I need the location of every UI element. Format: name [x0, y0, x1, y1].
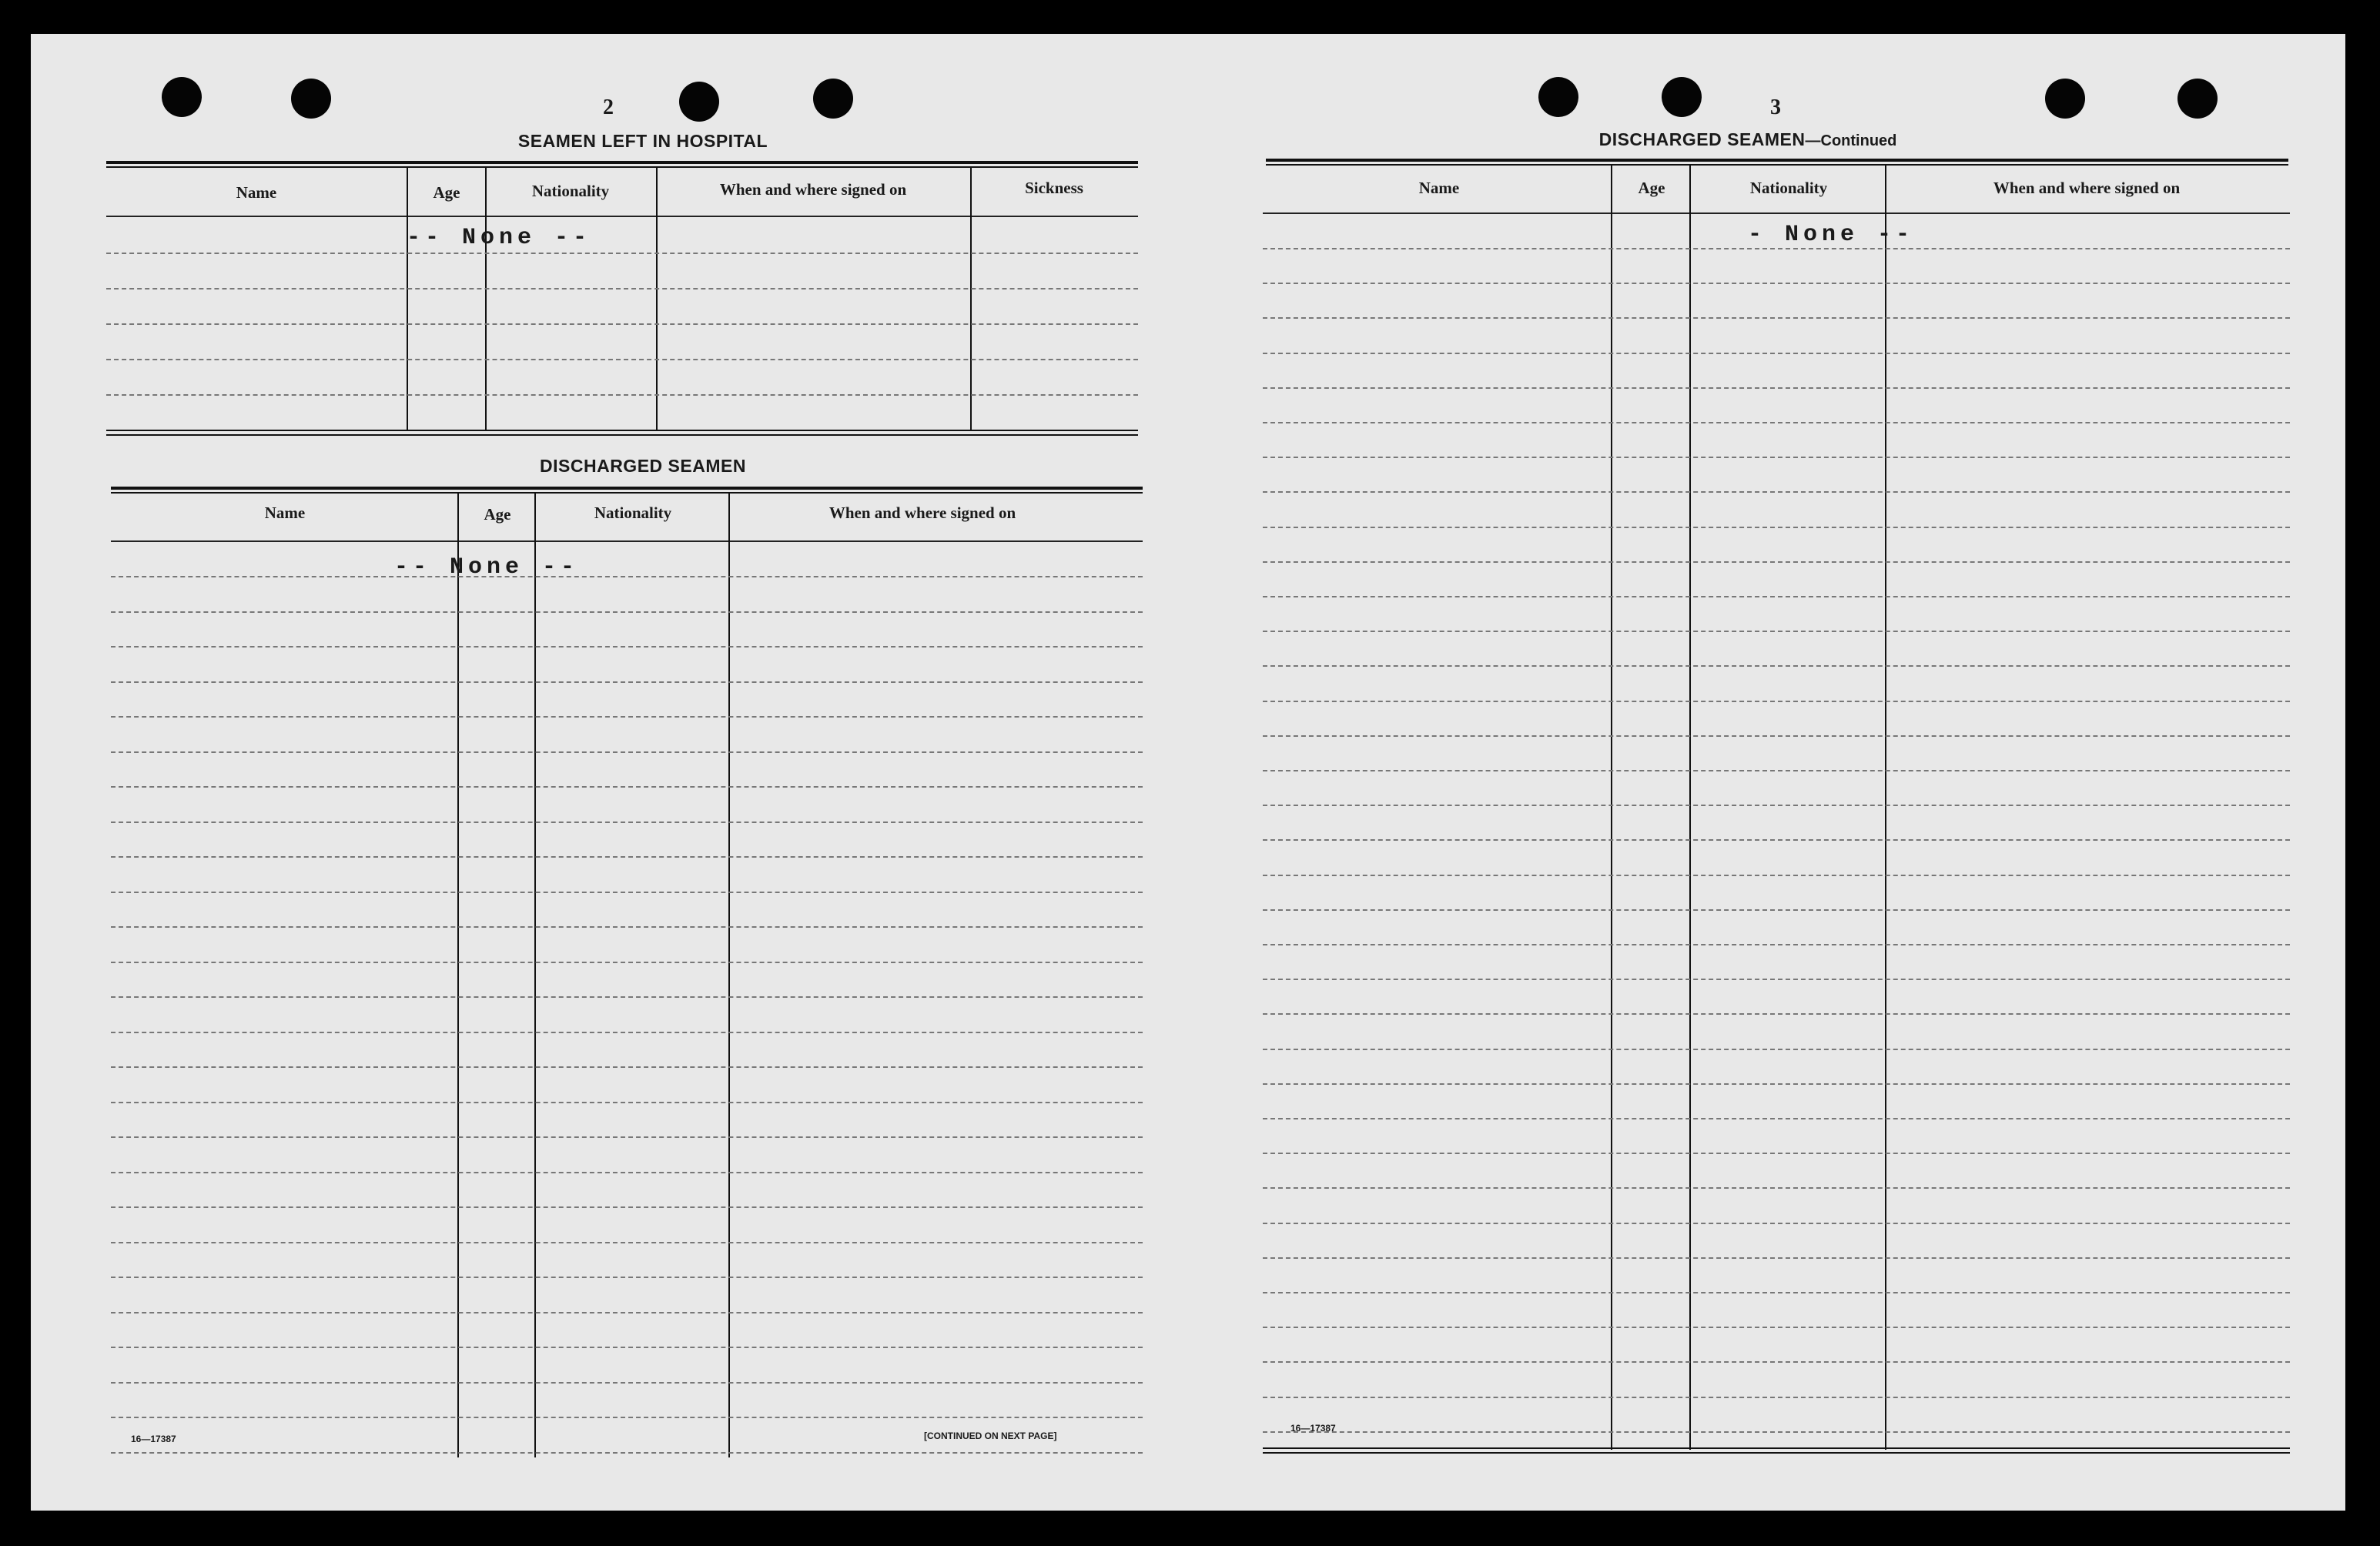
table-top-rule — [106, 166, 1138, 168]
punch-hole — [813, 79, 853, 119]
col-header-sickness: Sickness — [1025, 179, 1083, 197]
table-top-rule — [1266, 164, 2288, 166]
row-line — [111, 1312, 1143, 1313]
row-line — [1263, 805, 2290, 806]
row-line — [111, 1417, 1143, 1418]
row-line — [1263, 1118, 2290, 1119]
table-bottom-rule — [106, 434, 1138, 436]
row-line — [1263, 979, 2290, 980]
row-line — [1263, 491, 2290, 493]
row-line — [1263, 665, 2290, 667]
punch-hole — [291, 79, 331, 119]
row-line — [1263, 701, 2290, 702]
row-line — [111, 926, 1143, 928]
table-bottom-rule — [106, 430, 1138, 431]
row-line — [1263, 839, 2290, 841]
row-line — [1263, 1223, 2290, 1224]
row-line — [106, 323, 1138, 325]
col-header-signed-on: When and where signed on — [828, 504, 1016, 522]
column-divider — [485, 168, 487, 431]
punch-hole — [162, 77, 202, 117]
row-line — [106, 394, 1138, 396]
row-line — [111, 822, 1143, 823]
row-line — [1263, 1257, 2290, 1259]
row-line — [1263, 1397, 2290, 1398]
col-header-age: Age — [433, 183, 460, 202]
row-line — [111, 1032, 1143, 1033]
discharged-continued-title — [1478, 129, 2017, 150]
row-line — [1263, 909, 2290, 911]
row-line — [1263, 527, 2290, 528]
row-line — [111, 681, 1143, 683]
row-line — [111, 1136, 1143, 1138]
row-line — [1263, 561, 2290, 563]
continued-note: [CONTINUED ON NEXT PAGE] — [924, 1431, 1057, 1441]
section-title-main: DISCHARGED SEAMEN — [1598, 129, 1806, 149]
column-divider — [407, 168, 408, 431]
row-line — [1263, 944, 2290, 945]
row-line — [111, 1206, 1143, 1208]
col-header-signed-on: When and where signed on — [719, 180, 907, 199]
table-top-rule — [1266, 159, 2288, 162]
row-line — [111, 856, 1143, 858]
form-number: 16—17387 — [1290, 1423, 1336, 1434]
row-line — [1263, 1013, 2290, 1015]
col-header-signed-on: When and where signed on — [1993, 179, 2181, 197]
row-line — [111, 611, 1143, 613]
col-header-nationality: Nationality — [594, 504, 672, 522]
row-line — [111, 1066, 1143, 1068]
row-line — [1263, 248, 2290, 249]
header-rule — [111, 540, 1143, 542]
header-rule — [1263, 212, 2290, 214]
col-header-nationality: Nationality — [1749, 179, 1828, 197]
col-header-age: Age — [484, 505, 511, 524]
punch-hole — [1662, 77, 1702, 117]
typed-entry: -- None -- — [407, 225, 592, 251]
row-line — [111, 786, 1143, 788]
table-top-rule — [106, 161, 1138, 164]
punch-hole — [1538, 77, 1578, 117]
row-line — [1263, 1292, 2290, 1293]
hospital-section-title: SEAMEN LEFT IN HOSPITAL — [517, 131, 768, 151]
row-line — [106, 253, 1138, 254]
header-rule — [106, 216, 1138, 217]
row-line — [111, 716, 1143, 718]
row-line — [111, 646, 1143, 648]
section-title-suffix: —Continued — [1805, 132, 1897, 149]
table-top-rule — [111, 492, 1143, 494]
row-line — [111, 1382, 1143, 1384]
row-line — [106, 359, 1138, 360]
row-line — [1263, 283, 2290, 284]
row-line — [1263, 875, 2290, 876]
col-header-nationality: Nationality — [531, 182, 610, 200]
row-line — [111, 1277, 1143, 1278]
punch-hole — [2177, 79, 2218, 119]
row-line — [1263, 1431, 2290, 1433]
row-line — [1263, 735, 2290, 737]
table-bottom-rule — [1263, 1447, 2290, 1449]
col-header-name: Name — [236, 183, 277, 202]
table-bottom-rule — [1263, 1452, 2290, 1454]
row-line — [1263, 1187, 2290, 1189]
row-line — [1263, 387, 2290, 389]
row-line — [111, 892, 1143, 893]
discharged-section-title: DISCHARGED SEAMEN — [540, 456, 746, 476]
col-header-name: Name — [1418, 179, 1460, 197]
page-number: 3 — [1770, 95, 1781, 119]
row-line — [1263, 317, 2290, 319]
punch-hole — [2045, 79, 2085, 119]
row-line — [111, 1452, 1143, 1454]
row-line — [1263, 1049, 2290, 1050]
row-line — [1263, 353, 2290, 354]
document-sheet — [31, 34, 2345, 1511]
row-line — [111, 751, 1143, 753]
row-line — [1263, 770, 2290, 771]
row-line — [111, 996, 1143, 998]
form-number: 16—17387 — [131, 1434, 176, 1444]
row-line — [111, 1102, 1143, 1103]
row-line — [111, 1347, 1143, 1348]
row-line — [111, 576, 1143, 577]
column-divider — [656, 168, 658, 431]
row-line — [1263, 596, 2290, 597]
row-line — [1263, 1361, 2290, 1363]
column-divider — [970, 168, 972, 431]
row-line — [1263, 1153, 2290, 1154]
row-line — [1263, 631, 2290, 632]
col-header-age: Age — [1638, 179, 1665, 197]
row-line — [111, 962, 1143, 963]
col-header-name: Name — [264, 504, 306, 522]
page-number: 2 — [603, 95, 614, 119]
row-line — [1263, 1083, 2290, 1085]
punch-hole — [679, 82, 719, 122]
row-line — [1263, 422, 2290, 423]
row-line — [111, 1242, 1143, 1243]
row-line — [111, 1172, 1143, 1173]
table-top-rule — [111, 487, 1143, 490]
row-line — [106, 288, 1138, 289]
row-line — [1263, 457, 2290, 458]
typed-entry: - None -- — [1748, 222, 1915, 248]
typed-entry: -- None -- — [394, 554, 580, 581]
row-line — [1263, 1327, 2290, 1328]
